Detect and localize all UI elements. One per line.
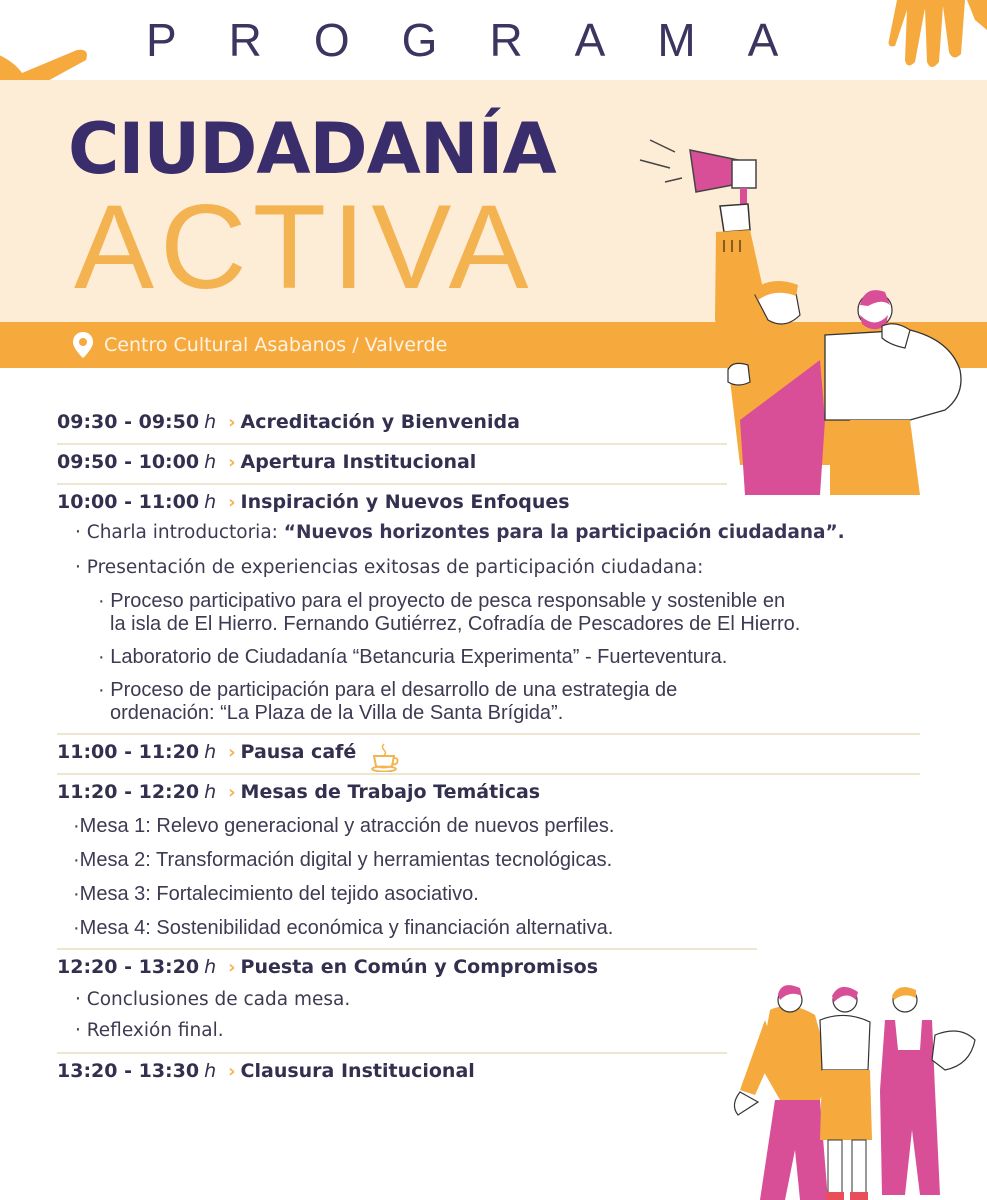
slot-time: 11:00 - 11:20 xyxy=(57,741,200,763)
schedule-slot xyxy=(57,735,937,775)
bullet: · xyxy=(75,557,81,578)
item-text: Reflexión final. xyxy=(86,1020,224,1041)
slot-time: 13:20 - 13:30 xyxy=(57,1060,200,1082)
time-unit: h xyxy=(204,741,217,763)
location-text: Centro Cultural Asabanos / Valverde xyxy=(104,334,448,356)
slot-time: 10:00 - 11:00 xyxy=(57,491,200,513)
chevron-right-icon: › xyxy=(228,742,236,763)
schedule-slot xyxy=(57,775,937,950)
time-unit: h xyxy=(204,956,217,978)
slot-header xyxy=(57,405,937,443)
item-text-continued: ordenación: “La Plaza de la Villa de Santa Brígida”. xyxy=(110,702,564,724)
slot-header xyxy=(57,775,937,813)
chevron-right-icon: › xyxy=(228,957,236,978)
title-activa-text: ACTIVA xyxy=(74,180,535,314)
time-unit: h xyxy=(204,781,217,803)
bullet: · xyxy=(75,1020,81,1041)
bullet: · xyxy=(73,815,80,837)
slot-title: Apertura Institucional xyxy=(240,451,477,473)
time-unit: h xyxy=(204,1060,217,1082)
slot-time: 09:50 - 10:00 xyxy=(57,451,200,473)
chevron-right-icon: › xyxy=(228,412,236,433)
item-text: Presentación de experiencias exitosas de participación ciudadana: xyxy=(86,557,704,578)
item-text: Laboratorio de Ciudadanía “Betancuria Experimenta” - Fuerteventura. xyxy=(110,646,728,668)
map-pin-icon xyxy=(72,331,94,359)
charla-prefix: Charla introductoria: xyxy=(86,522,284,543)
chevron-right-icon: › xyxy=(228,492,236,513)
list-item xyxy=(57,917,937,940)
item-text: Proceso de participación para el desarrollo de una estrategia de xyxy=(110,679,678,701)
slot-header xyxy=(57,485,937,523)
slot-title: Acreditación y Bienvenida xyxy=(240,411,520,433)
bullet: · xyxy=(98,646,105,668)
list-item xyxy=(57,815,937,838)
item-text: Mesa 1: Relevo generacional y atracción de nuevos perfiles. xyxy=(79,815,615,837)
list-item xyxy=(57,521,937,544)
schedule-slot xyxy=(57,485,937,735)
three-people-illustration xyxy=(720,980,987,1200)
chevron-right-icon: › xyxy=(228,452,236,473)
chevron-right-icon: › xyxy=(228,782,236,803)
bullet: · xyxy=(75,522,81,543)
title-ciudadania: CIUDADANÍA xyxy=(68,108,556,190)
item-text-continued: la isla de El Hierro. Fernando Gutiérrez, Cofradía de Pescadores de El Hierro. xyxy=(110,613,801,635)
slot-header xyxy=(57,735,937,773)
title-activa xyxy=(74,182,535,312)
list-item xyxy=(57,849,937,872)
slot-title: Clausura Institucional xyxy=(240,1060,475,1082)
schedule-slot xyxy=(57,445,937,485)
sub-list-item xyxy=(57,590,937,636)
item-text: Proceso participativo para el proyecto de pesca responsable y sostenible en xyxy=(110,590,786,612)
hand-illustration-right xyxy=(867,0,987,80)
time-unit: h xyxy=(204,411,217,433)
bullet: · xyxy=(98,590,105,612)
slot-time: 09:30 - 09:50 xyxy=(57,411,200,433)
slot-header xyxy=(57,445,937,483)
bullet: · xyxy=(73,917,80,939)
time-unit: h xyxy=(204,491,217,513)
sub-list-item xyxy=(57,646,937,669)
slot-title: Inspiración y Nuevos Enfoques xyxy=(240,491,570,513)
bullet: · xyxy=(98,679,105,701)
item-text: Mesa 4: Sostenibilidad económica y financiación alternativa. xyxy=(79,917,614,939)
slot-title: Mesas de Trabajo Temáticas xyxy=(240,781,541,803)
time-unit: h xyxy=(204,451,217,473)
sub-list-item xyxy=(57,679,937,725)
bullet: · xyxy=(75,989,81,1010)
slot-time: 12:20 - 13:20 xyxy=(57,956,200,978)
charla-title: “Nuevos horizontes para la participación ciudadana”. xyxy=(283,522,845,543)
slot-title: Pausa café xyxy=(240,741,357,763)
list-item xyxy=(57,883,937,906)
schedule-slot xyxy=(57,405,937,445)
bullet: · xyxy=(73,883,80,905)
program-kicker: PROGRAMA xyxy=(146,14,831,66)
item-text: Mesa 3: Fortalecimiento del tejido asociativo. xyxy=(79,883,479,905)
list-item xyxy=(57,556,937,579)
slot-time: 11:20 - 12:20 xyxy=(57,781,200,803)
item-text: Conclusiones de cada mesa. xyxy=(86,989,351,1010)
chevron-right-icon: › xyxy=(228,1061,236,1082)
item-text: Mesa 2: Transformación digital y herramientas tecnológicas. xyxy=(79,849,613,871)
coffee-cup-icon xyxy=(370,742,402,772)
slot-title: Puesta en Común y Compromisos xyxy=(240,956,599,978)
bullet: · xyxy=(73,849,80,871)
